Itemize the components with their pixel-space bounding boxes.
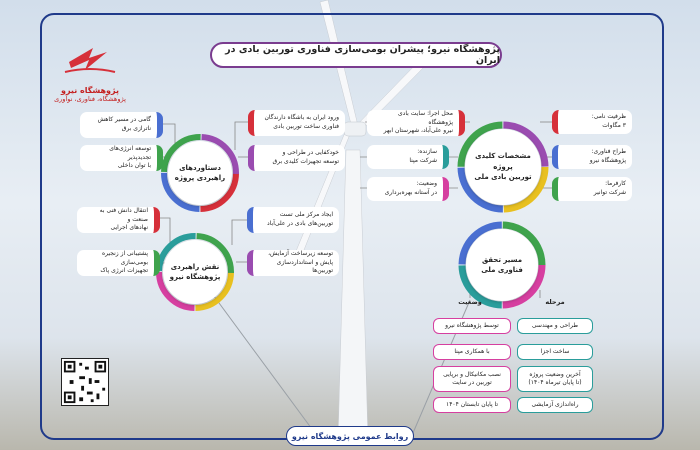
spec-status: وضعیت: در آستانه بهره‌برداری <box>367 177 449 201</box>
stage-cell-1: طراحی و مهندسی <box>517 318 593 334</box>
status-column-header: وضعیت <box>458 298 482 306</box>
logo-name: پژوهشگاه نیرو پژوهشگاه، فناوری، نوآوری <box>54 86 126 103</box>
spec-employer: کارفرما: شرکت توانیر <box>552 177 632 201</box>
hub-achievements: دستاوردهای راهبردی پروژه <box>168 141 232 205</box>
status-cell-4: تا پایان تابستان ۱۴۰۴ <box>433 397 511 413</box>
spec-manufacturer: سازنده: شرکت مپنا <box>367 145 449 169</box>
stage-column-header: مرحله <box>545 298 565 306</box>
status-cell-2: با همکاری مپنا <box>433 344 511 360</box>
stage-cell-2: ساخت اجزا <box>517 344 593 360</box>
footer-label: روابط عمومی پژوهشگاه نیرو <box>286 426 414 446</box>
spec-designer: طراح فناوری: پژوهشگاه نیرو <box>552 145 632 169</box>
achievement-item-1: گامی در مسیر کاهش ناترازی برق <box>80 112 163 138</box>
hub-role: نقش راهبردی پژوهشگاه نیرو <box>163 240 227 304</box>
stage-cell-3: آخرین وضعیت پروژه (تا پایان تیرماه ۱۴۰۴) <box>517 366 593 392</box>
spec-capacity: ظرفیت نامی: ۳ مگاوات <box>552 110 632 134</box>
achievement-item-3: ورود ایران به باشگاه دارندگان فناوری ساخت توربین بادی <box>248 110 345 136</box>
page-title: پژوهشگاه نیرو؛ پیشران بومی‌سازی فناوری توربین بادی در ایران <box>210 42 502 68</box>
hub-specs: مشخصات کلیدی پروژه توربین بادی ملی <box>465 129 541 205</box>
hub-path: مسیر تحقق فناوری ملی <box>466 229 538 301</box>
achievement-item-2: توسعه انرژی‌های تجدیدپذیر با توان داخلی <box>80 145 163 171</box>
spec-location: محل اجرا: سایت بادی پژوهشگاه نیرو علی‌آباد، شهرستان ابهر <box>367 110 465 136</box>
stage-cell-4: راه‌اندازی آزمایشی <box>517 397 593 413</box>
role-item-1: انتقال دانش فنی به صنعت و نهادهای اجرایی <box>77 207 160 233</box>
status-cell-3: نصب مکانیکال و برپایی توربین در سایت <box>433 366 511 392</box>
role-item-2: پشتیبانی از زنجیره بومی‌سازی تجهیزات انرژی پاک <box>77 250 160 276</box>
status-cell-1: توسط پژوهشگاه نیرو <box>433 318 511 334</box>
role-item-4: توسعه زیرساخت آزمایش، پایش و استانداردسازی توربین‌ها <box>247 250 339 276</box>
role-item-3: ایجاد مرکز ملی تست توربین‌های بادی در علی‌آباد <box>247 207 339 233</box>
achievement-item-4: خودکفایی در طراحی و توسعه تجهیزات کلیدی برق <box>248 145 345 171</box>
